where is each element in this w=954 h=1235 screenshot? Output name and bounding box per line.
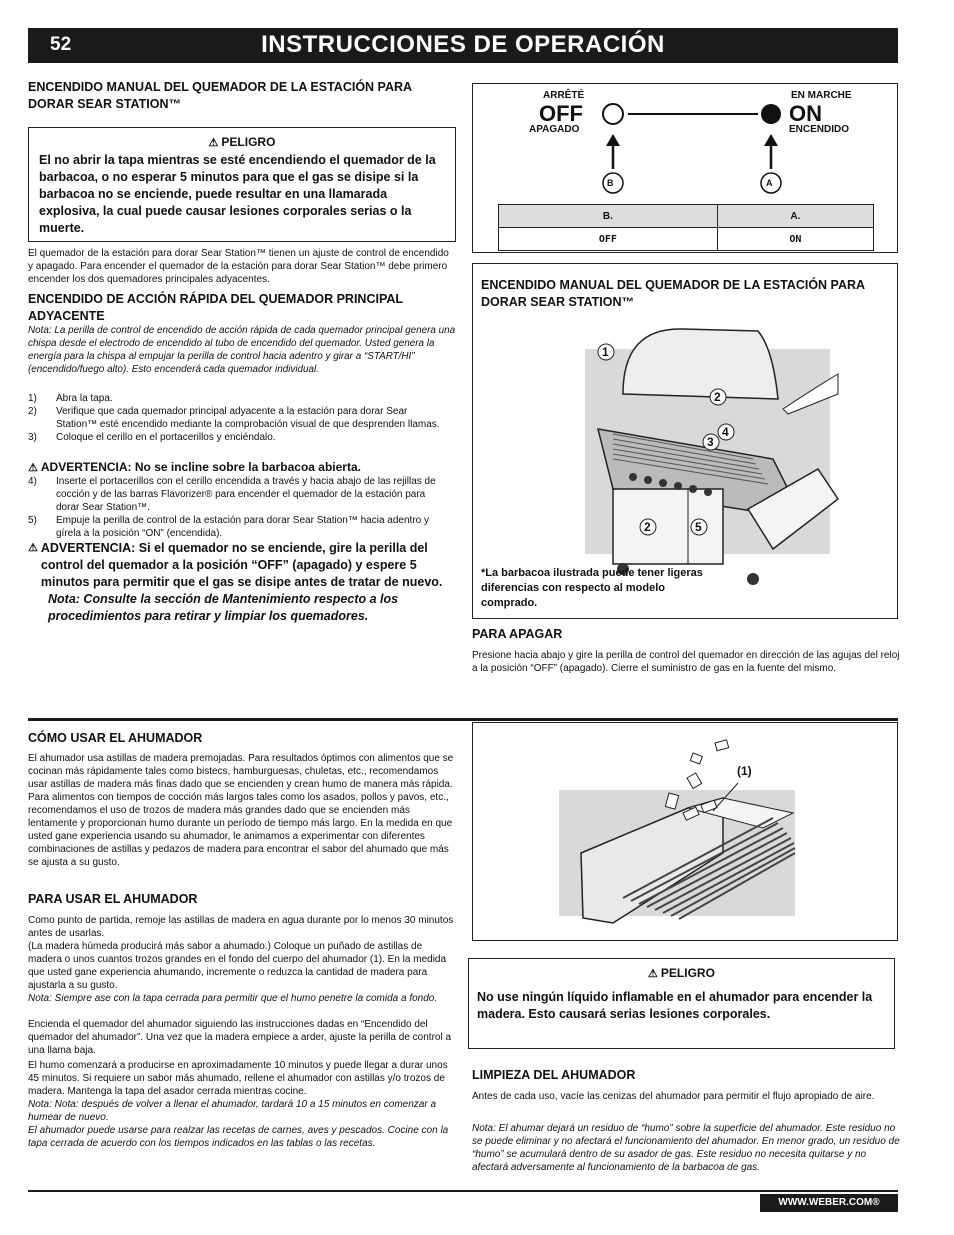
smoker-illustration [473, 723, 897, 940]
page-title: INSTRUCCIONES DE OPERACIÓN [261, 31, 665, 58]
grill-figure-box [472, 263, 898, 619]
on-circle-icon [761, 104, 781, 124]
callout-2b: 2 [644, 520, 651, 534]
page-number: 52 [50, 34, 72, 55]
warning-lean: ⚠ ADVERTENCIA: No se incline sobre la barbacoa abierta. [28, 459, 456, 477]
label-encendido: ENCENDIDO [789, 124, 850, 135]
para-apagar-heading: PARA APAGAR [472, 627, 563, 641]
table-cell-off: OFF [499, 228, 718, 251]
warning-not-lit: ⚠ ADVERTENCIA: Si el quemador no se enciende, gire la perilla del control del quemador a la posición “OFF” (apagado) y espere 5 minutos para permitir que el gas se disipe antes de tratar de nuevo. Nota: Consulte la sección de Mantenimiento respecto a los procedimientos para retirar y limpiar los quemadores. [28, 540, 456, 625]
use-smoker-note1: Nota: Siempre ase con la tapa cerrada para permitir que el humo penetre la comida a fondo. [28, 993, 438, 1004]
switch-diagram [472, 83, 898, 253]
footer-rule [28, 1190, 898, 1192]
list-item: 4) Inserte el portacerillos con el cerillo encendida a través y hacia abajo de las rejillas de cocción y de las barras Flavorizer® para encender el quemador de la estación para dorar Sear Station™. [28, 476, 436, 513]
use-smoker-p2: (La madera húmeda producirá más sabor a ahumado.) Coloque un puñado de astillas de madera o unos cuantos trozos grandes en el fondo del cuerpo del ahumador (1). En la medida que usted gane experiencia ahumando, incremente o reduzca la cantidad de madera para ajustarla a su gusto. [28, 941, 447, 991]
use-smoker-p4: El humo comenzará a producirse en aproximadamente 10 minutos y puede llegar a durar unos 45 minutos. Si requiere un sabor más ahumado, rellene el ahumador con astillas y/o trozos de madera. Mantenga la tapa del asador cerrada mientras cocine. [28, 1060, 448, 1097]
list-item: 5) Empuje la perilla de control de la estación para dorar Sear Station™ hacia adentro y gírela a la posición “ON” (encendida). [28, 515, 429, 539]
intro-text: El quemador de la estación para dorar Sear Station™ tienen un ajuste de control de encendido y apagado. Para encender el quemador de la estación para dorar Sear Station™ debe primero encender los dos quemadores principales adyacentes. [28, 248, 449, 285]
quick-lighting-note: Nota: La perilla de control de encendido de acción rápida de cada quemador principal genera una chispa desde el electrodo de encendido al tubo de encendido del quemador. Usted genera la energía para la chispa al empujar la perilla de control hacia adentro y girar a “START/HI” (encendido/fuego alto). Esto encenderá cada quemador individual. [28, 325, 456, 375]
badge-b: B [607, 178, 614, 188]
list-item: 2) Verifique que cada quemador principal adyacente a la estación para dorar Sear Station™ esté encendido mediante la comprobación visual de que desprenden llamas. [28, 406, 440, 430]
steps-list-2 [28, 475, 448, 540]
footer-url[interactable]: WWW.WEBER.COM® [760, 1194, 898, 1212]
callout-2: 2 [714, 390, 721, 404]
callout-3: 3 [707, 435, 714, 449]
list-item: 3) Coloque el cerillo en el portacerillos y enciéndalo. [28, 432, 276, 443]
smoker-heading: CÓMO USAR EL AHUMADOR [28, 731, 203, 745]
callout-5: 5 [695, 520, 702, 534]
section-divider [28, 718, 898, 721]
callout-4: 4 [722, 425, 729, 439]
subheading-quick-lighting: ENCENDIDO DE ACCIÓN RÁPIDA DEL QUEMADOR PRINCIPAL ADYACENTE [28, 292, 403, 323]
warning-triangle-icon: ⚠ [28, 542, 38, 554]
warning-triangle-icon: ⚠ [28, 462, 38, 474]
label-arrete: ARRÊTÉ [543, 90, 585, 101]
danger2-title: ⚠ PELIGRO [477, 965, 886, 983]
use-smoker-p1: Como punto de partida, remoje las astillas de madera en agua durante por lo menos 30 minutos antes de usarlas. [28, 915, 454, 939]
smoker-figure-callout: (1) [737, 764, 752, 778]
danger-text: El no abrir la tapa mientras se esté encendiendo el quemador de la barbacoa, o no esperar 5 minutos para que el gas se disipe si la barbacoa no se enciende, puede resultar en una llamarada explosiva, la cual puede causar lesiones corporales serias o la muerte. [39, 153, 436, 235]
switch-table [498, 204, 874, 251]
label-en-marche: EN MARCHE [791, 90, 852, 101]
section-heading-sear-lighting: ENCENDIDO MANUAL DEL QUEMADOR DE LA ESTACIÓN PARA DORAR SEAR STATION™ [28, 80, 412, 111]
label-off: OFF [539, 101, 583, 126]
grill-illustration [473, 319, 897, 589]
danger2-text: No use ningún líquido inflamable en el ahumador para encender la madera. Esto causará serias lesiones corporales. [477, 990, 873, 1021]
use-smoker-note3: El ahumador puede usarse para realzar las recetas de carnes, aves y pescados. Cocine con la tapa cerrada de acuerdo con los tiempos indicados en las tablas o las recetas. [28, 1125, 449, 1149]
para-apagar-text: Presione hacia abajo y gire la perilla de control del quemador en dirección de las agujas del reloj a la posición “OFF” (apagado). Cierre el suministro de gas en la fuente del mismo. [472, 650, 900, 674]
label-on: ON [789, 101, 822, 126]
switch-graphic [473, 84, 897, 204]
table-header-b: B. [499, 205, 718, 228]
grill-figure-heading: ENCENDIDO MANUAL DEL QUEMADOR DE LA ESTACIÓN PARA DORAR SEAR STATION™ [481, 278, 865, 309]
off-circle-icon [603, 104, 623, 124]
cleaning-heading: LIMPIEZA DEL AHUMADOR [472, 1068, 636, 1082]
page-header [28, 28, 898, 63]
badge-a: A [766, 178, 773, 188]
callout-1: 1 [602, 345, 609, 359]
use-smoker-heading: PARA USAR EL AHUMADOR [28, 892, 198, 906]
danger-title: ⚠ PELIGRO [39, 134, 445, 152]
warning-triangle-icon: ⚠ [648, 968, 658, 980]
use-smoker-p3: Encienda el quemador del ahumador siguiendo las instrucciones dadas en “Encendido del quemador del ahumador”. Una vez que la madera empiece a arder, ajuste la perilla de control a una llama baja. [28, 1019, 452, 1056]
cleaning-text: Antes de cada uso, vacíe las cenizas del ahumador para permitir el flujo apropiado de aire. [472, 1091, 875, 1102]
smoker-text: El ahumador usa astillas de madera premojadas. Para resultados óptimos con alimentos que se cocinan más rápidamente tales como bistecs, hamburguesas, chuletas, etc., recomendamos usar astillas de madera más finas dado que se encienden y crean humo de manera más rápida. Para alimentos con tiempos de cocción más largos tales como los asados, pollos y pavos, etc., recomendamos el uso de trozos de madera más grandes dado que se encienden más lentamente y proporcionan humo durante un período de tiempo más largo. En la medida en que usted gane experiencia usando su ahumador, le animamos a experimentar con diferentes combinaciones de astillas y pedazos de madera para encontrar el sabor del ahumado que más se ajusta a su gusto. [28, 753, 454, 868]
danger-box [28, 127, 456, 242]
smoker-figure-box [472, 722, 898, 941]
cleaning-note: Nota: El ahumar dejará un residuo de “humo” sobre la superficie del ahumador. Este residuo no se puede eliminar y no afectará el funcionamiento del ahumador. En menor grado, un residuo de “humo” se acumulará dentro de su asador de gas. Este residuo no necesita quitarse y no afectará adversamente al funcionamiento de la barbacoa de gas. [472, 1123, 900, 1173]
steps-list-1 [28, 392, 448, 444]
list-item: 1) Abra la tapa. [28, 393, 113, 404]
use-smoker-note2: Nota: Nota: después de volver a llenar el ahumador, tardará 10 a 15 minutos en comenzar a humear de nuevo. [28, 1099, 437, 1123]
table-cell-on: ON [717, 228, 873, 251]
grill-figure-caption: *La barbacoa ilustrada puede tener ligeras diferencias con respecto al modelo comprado. [481, 567, 703, 609]
label-apagado: APAGADO [529, 124, 580, 135]
warning-not-lit-note: Nota: Consulte la sección de Mantenimiento respecto a los procedimientos para retirar y limpiar los quemadores. [48, 592, 399, 623]
danger-box-2 [468, 958, 895, 1049]
table-header-a: A. [717, 205, 873, 228]
warning-triangle-icon: ⚠ [208, 137, 219, 149]
